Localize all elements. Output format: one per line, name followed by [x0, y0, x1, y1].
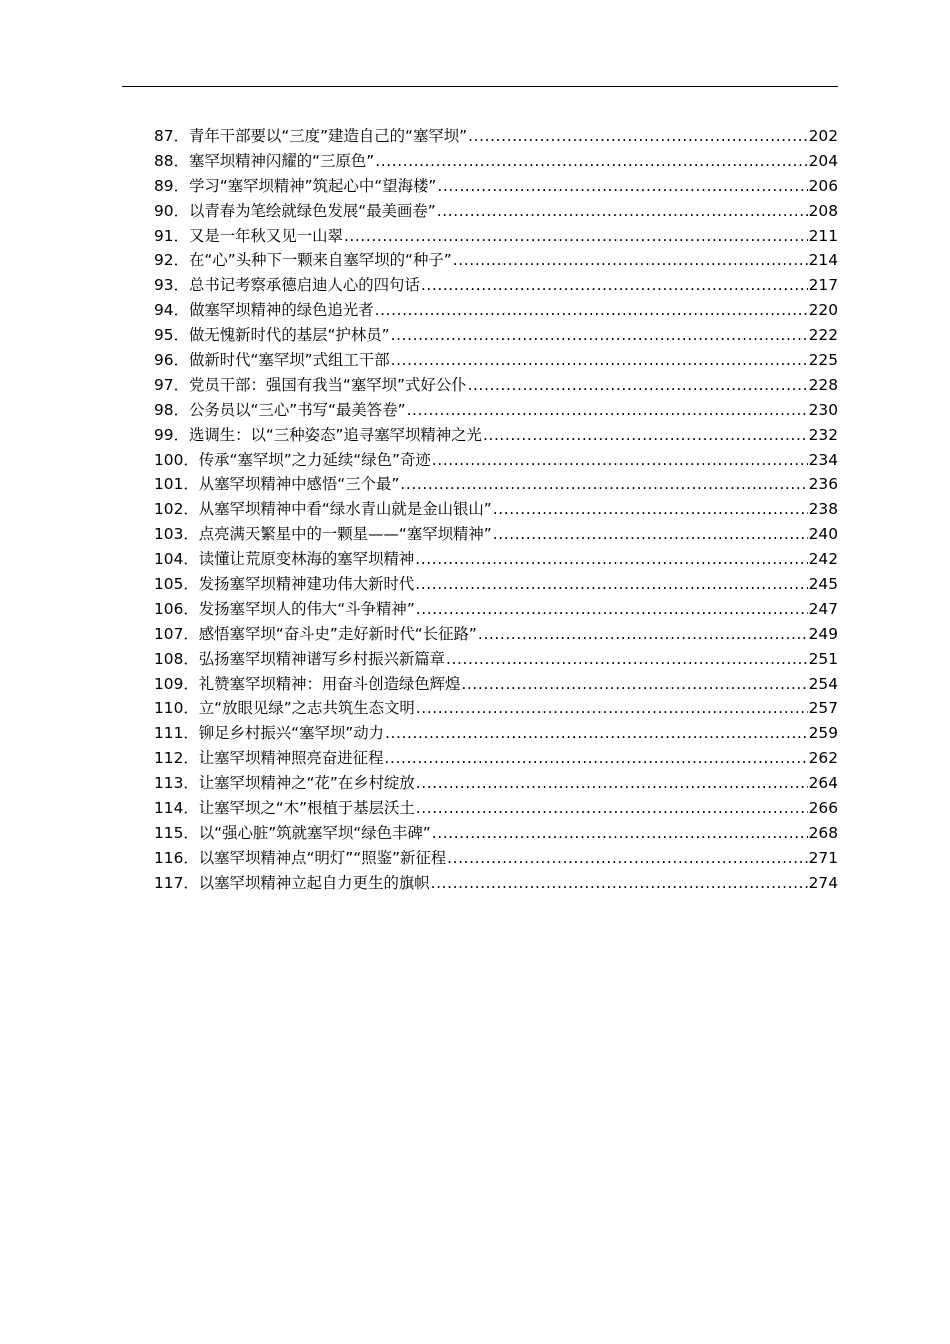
toc-leader-dots — [407, 398, 808, 423]
toc-entry-title: 114．让塞罕坝之“木”根植于基层沃土 — [154, 799, 415, 818]
toc-leader-dots — [461, 672, 807, 697]
toc-entry-page: 206 — [808, 176, 838, 195]
toc-entry-title: 100．传承“塞罕坝”之力延续“绿色”奇迹 — [154, 450, 431, 469]
toc-entry-page: 271 — [808, 848, 838, 867]
toc-entry-page: 274 — [808, 873, 838, 892]
toc-entry-page: 242 — [808, 550, 838, 569]
toc-entry[interactable] — [154, 572, 838, 597]
toc-entry-page: 240 — [808, 525, 838, 544]
toc-entry[interactable] — [154, 423, 838, 448]
toc-entry-page: 247 — [808, 599, 838, 618]
toc-entry-title: 116．以塞罕坝精神点“明灯”“照鉴”新征程 — [154, 848, 447, 867]
toc-leader-dots — [447, 846, 807, 871]
toc-entry-title: 112．让塞罕坝精神照亮奋进征程 — [154, 749, 384, 768]
toc-entry-page: 245 — [808, 575, 838, 594]
toc-leader-dots — [493, 497, 808, 522]
toc-entry[interactable] — [154, 647, 838, 672]
toc-entry-page: 214 — [808, 251, 838, 270]
toc-entry-page: 202 — [808, 127, 838, 145]
toc-entry-title: 105．发扬塞罕坝精神建功伟大新时代 — [154, 575, 415, 594]
toc-entry-page: 220 — [808, 301, 838, 320]
toc-leader-dots — [437, 174, 807, 199]
toc-leader-dots — [437, 199, 808, 224]
toc-entry-page: 268 — [808, 823, 838, 842]
toc-entry-page: 266 — [808, 799, 838, 818]
toc-entry-page: 257 — [808, 699, 838, 718]
toc-entry-title: 90．以青春为笔绘就绿色发展“最美画卷” — [154, 201, 436, 220]
toc-entry[interactable] — [154, 696, 838, 721]
toc-entry-page: 238 — [808, 500, 838, 519]
toc-leader-dots — [384, 746, 807, 771]
table-of-contents — [154, 124, 838, 896]
toc-entry[interactable] — [154, 273, 838, 298]
toc-entry-title: 96．做新时代“塞罕坝”式组工干部 — [154, 351, 390, 370]
toc-entry-page: 249 — [808, 624, 838, 643]
toc-leader-dots — [375, 149, 807, 174]
toc-entry[interactable] — [154, 398, 838, 423]
toc-leader-dots — [344, 224, 808, 249]
toc-entry[interactable] — [154, 597, 838, 622]
toc-entry-title: 92．在“心”头种下一颗来自塞罕坝的“种子” — [154, 251, 452, 270]
toc-entry-title: 88．塞罕坝精神闪耀的“三原色” — [154, 151, 375, 170]
toc-entry-title: 94．做塞罕坝精神的绿色追光者 — [154, 301, 374, 320]
toc-entry-page: 222 — [808, 326, 838, 345]
toc-leader-dots — [432, 448, 808, 473]
toc-leader-dots — [416, 771, 808, 796]
toc-entry-page: 217 — [808, 276, 838, 295]
toc-entry-title: 95．做无愧新时代的基层“护林员” — [154, 326, 390, 345]
toc-leader-dots — [468, 373, 808, 398]
toc-leader-dots — [468, 124, 807, 149]
toc-entry-title: 101．从塞罕坝精神中感悟“三个最” — [154, 475, 400, 494]
toc-leader-dots — [400, 472, 807, 497]
toc-entry[interactable] — [154, 448, 838, 473]
toc-entry-page: 254 — [808, 674, 838, 693]
toc-entry-page: 262 — [808, 749, 838, 768]
toc-entry-title: 115．以“强心脏”筑就塞罕坝“绿色丰碑” — [154, 823, 431, 842]
toc-entry[interactable] — [154, 622, 838, 647]
toc-entry-title: 110．立“放眼见绿”之志共筑生态文明 — [154, 699, 415, 718]
toc-entry-title: 106．发扬塞罕坝人的伟大“斗争精神” — [154, 599, 415, 618]
toc-leader-dots — [483, 423, 808, 448]
toc-entry-title: 91．又是一年秋又见一山翠 — [154, 226, 343, 245]
toc-leader-dots — [415, 572, 807, 597]
toc-leader-dots — [453, 248, 808, 273]
toc-entry-page: 232 — [808, 425, 838, 444]
toc-entry-page: 234 — [808, 450, 838, 469]
toc-entry[interactable] — [154, 871, 838, 896]
toc-leader-dots — [493, 522, 808, 547]
toc-entry-title: 111．铆足乡村振兴“塞罕坝”动力 — [154, 724, 385, 743]
toc-entry[interactable] — [154, 821, 838, 846]
toc-leader-dots — [432, 821, 808, 846]
toc-leader-dots — [416, 597, 808, 622]
toc-entry-page: 264 — [808, 774, 838, 793]
toc-entry[interactable] — [154, 846, 838, 871]
toc-entry-page: 228 — [808, 375, 838, 394]
toc-entry[interactable] — [154, 373, 838, 398]
toc-entry[interactable] — [154, 796, 838, 821]
toc-entry-page: 259 — [808, 724, 838, 743]
toc-leader-dots — [385, 721, 808, 746]
toc-entry-title: 104．读懂让荒原变林海的塞罕坝精神 — [154, 550, 415, 569]
toc-entry[interactable] — [154, 771, 838, 796]
toc-entry-title: 98．公务员以“三心”书写“最美答卷” — [154, 400, 406, 419]
toc-entry[interactable] — [154, 472, 838, 497]
toc-leader-dots — [421, 273, 808, 298]
toc-entry-title: 113．让塞罕坝精神之“花”在乡村绽放 — [154, 774, 415, 793]
toc-entry-title: 87．青年干部要以“三度”建造自己的“塞罕坝” — [154, 127, 468, 145]
toc-leader-dots — [431, 871, 808, 896]
toc-entry-title: 108．弘扬塞罕坝精神谱写乡村振兴新篇章 — [154, 649, 446, 668]
toc-entry-page: 208 — [808, 201, 838, 220]
toc-entry[interactable] — [154, 746, 838, 771]
toc-entry-page: 225 — [808, 351, 838, 370]
toc-entry[interactable] — [154, 547, 838, 572]
toc-entry-page: 204 — [808, 151, 838, 170]
toc-entry[interactable] — [154, 298, 838, 323]
toc-entry-page: 230 — [808, 400, 838, 419]
toc-entry-page: 211 — [808, 226, 838, 245]
toc-entry-title: 103．点亮满天繁星中的一颗星——“塞罕坝精神” — [154, 525, 492, 544]
toc-entry-title: 93．总书记考察承德启迪人心的四句话 — [154, 276, 420, 295]
toc-leader-dots — [416, 796, 808, 821]
toc-leader-dots — [478, 622, 808, 647]
toc-leader-dots — [391, 323, 808, 348]
toc-entry[interactable] — [154, 672, 838, 697]
toc-entry[interactable] — [154, 174, 838, 199]
toc-leader-dots — [416, 696, 808, 721]
toc-entry-title: 97．党员干部：强国有我当“塞罕坝”式好公仆 — [154, 375, 467, 394]
header-rule — [122, 86, 838, 87]
toc-entry[interactable] — [154, 124, 838, 149]
toc-entry[interactable] — [154, 248, 838, 273]
toc-entry[interactable] — [154, 149, 838, 174]
toc-leader-dots — [391, 348, 808, 373]
toc-entry[interactable] — [154, 497, 838, 522]
toc-entry-title: 109．礼赞塞罕坝精神：用奋斗创造绿色辉煌 — [154, 674, 461, 693]
toc-leader-dots — [446, 647, 808, 672]
toc-entry[interactable] — [154, 224, 838, 249]
toc-entry[interactable] — [154, 348, 838, 373]
toc-entry[interactable] — [154, 721, 838, 746]
toc-entry-title: 89．学习“塞罕坝精神”筑起心中“望海楼” — [154, 176, 437, 195]
toc-entry[interactable] — [154, 199, 838, 224]
toc-entry-title: 107．感悟塞罕坝“奋斗史”走好新时代“长征路” — [154, 624, 477, 643]
toc-entry-title: 102．从塞罕坝精神中看“绿水青山就是金山银山” — [154, 500, 492, 519]
toc-entry[interactable] — [154, 522, 838, 547]
toc-entry-page: 251 — [808, 649, 838, 668]
toc-leader-dots — [415, 547, 807, 572]
toc-entry-title: 117．以塞罕坝精神立起自力更生的旗帜 — [154, 873, 430, 892]
toc-entry-page: 236 — [808, 475, 838, 494]
toc-entry-title: 99．选调生：以“三种姿态”追寻塞罕坝精神之光 — [154, 425, 482, 444]
toc-leader-dots — [375, 298, 808, 323]
toc-entry[interactable] — [154, 323, 838, 348]
